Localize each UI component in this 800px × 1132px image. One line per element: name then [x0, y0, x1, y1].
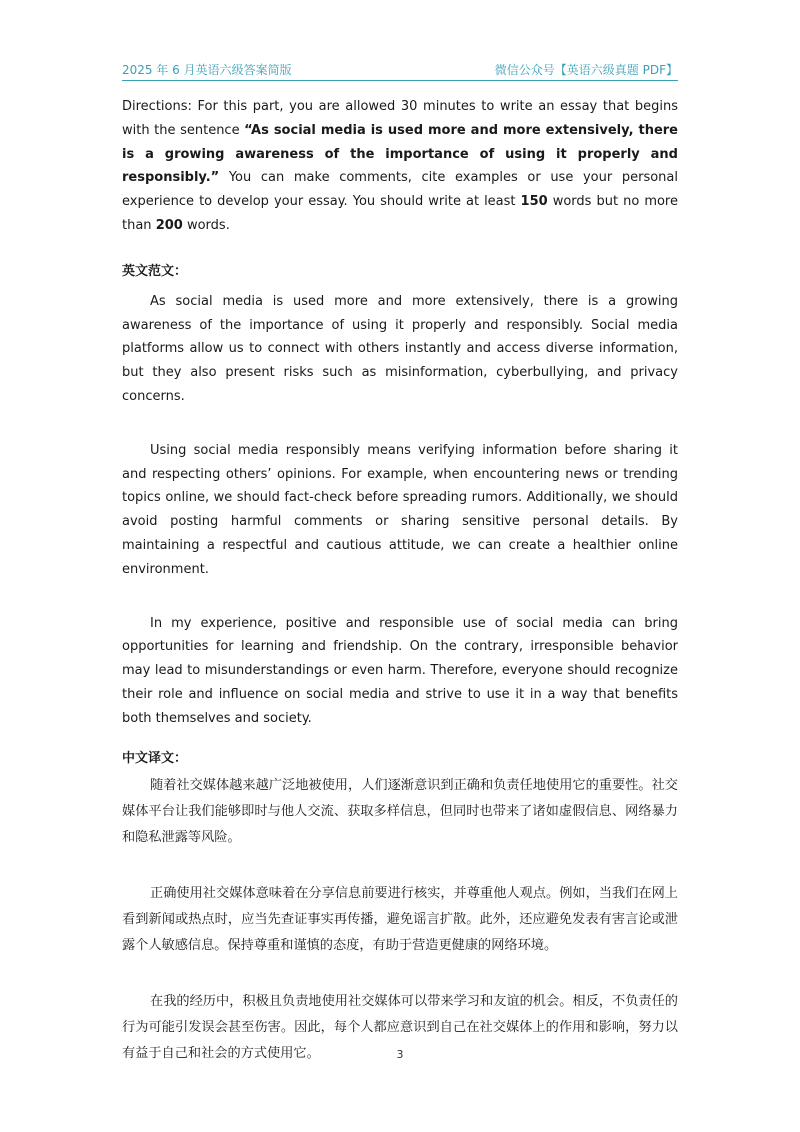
english-paragraph-1: As social media is used more and more extensively, there is a growing awareness of the importance of using it properly and responsibly. Social media platforms allow us to connect with others instantly and access diverse information, but they also present risks such as misinformation, cyberbullying, and privacy concerns.: [122, 293, 678, 404]
max-words: 200: [155, 217, 183, 233]
directions-text-2: You can make comments, cite examples or use your personal experience to develop your essay. You should write at least: [122, 170, 678, 210]
directions-quote: “As social media is used more and more extensively, there is a growing awareness of the importance of using it properly and responsibly.”: [122, 122, 678, 186]
directions-text-3: words but no more than: [122, 194, 678, 233]
header-left-title: 2025 年 6 月英语六级答案简版: [122, 62, 292, 77]
chinese-paragraph-2: 正确使用社交媒体意味着在分享信息前要进行核实，并尊重他人观点。例如，当我们在网上看到新闻或热点时，应当先查证事实再传播，避免谣言扩散。此外，还应避免发表有害言论或泄露个人敏感信息。保持尊重和谨慎的态度，有助于营造更健康的网络环境。: [122, 885, 678, 953]
page-content: [122, 95, 678, 1067]
chinese-paragraph-1: 随着社交媒体越来越广泛地被使用，人们逐渐意识到正确和负责任地使用它的重要性。社交媒体平台让我们能够即时与他人交流、获取多样信息，但同时也带来了诸如虚假信息、网络暴力和隐私泄露等风险。: [122, 777, 678, 845]
page-number: 3: [396, 1048, 404, 1061]
directions-text-1: Directions: For this part, you are allowed 30 minutes to write an essay that begins with the sentence: [122, 99, 678, 138]
header-right-wechat: 微信公众号【英语六级真题 PDF】: [494, 62, 678, 77]
english-paragraph-3: In my experience, positive and responsible use of social media can bring opportunities for learning and friendship. On the contrary, irresponsible behavior may lead to misunderstandings or even harm. Therefore, everyone should recognize their role and influence on social media and strive to use it in a way that benefits both themselves and society.: [122, 615, 678, 726]
directions-text-4: words.: [182, 217, 230, 233]
chinese-translation-heading: 中文译文：: [122, 750, 188, 766]
min-words: 150: [520, 194, 548, 210]
english-essay-heading: 英文范文：: [122, 263, 188, 279]
page-header: [122, 58, 678, 80]
header-divider: [122, 80, 678, 81]
chinese-paragraph-3: 在我的经历中，积极且负责地使用社交媒体可以带来学习和友谊的机会。相反，不负责任的行为可能引发误会甚至伤害。因此，每个人都应意识到自己在社交媒体上的作用和影响，努力以有益于自己和社会的方式使用它。: [122, 993, 678, 1061]
english-paragraph-2: Using social media responsibly means verifying information before sharing it and respecting others’ opinions. For example, when encountering news or trending topics online, we should fact-check before spreading rumors. Additionally, we should avoid posting harmful comments or sharing sensitive personal details. By maintaining a respectful and cautious attitude, we can create a healthier online environment.: [122, 442, 678, 577]
directions-paragraph: [122, 95, 678, 238]
